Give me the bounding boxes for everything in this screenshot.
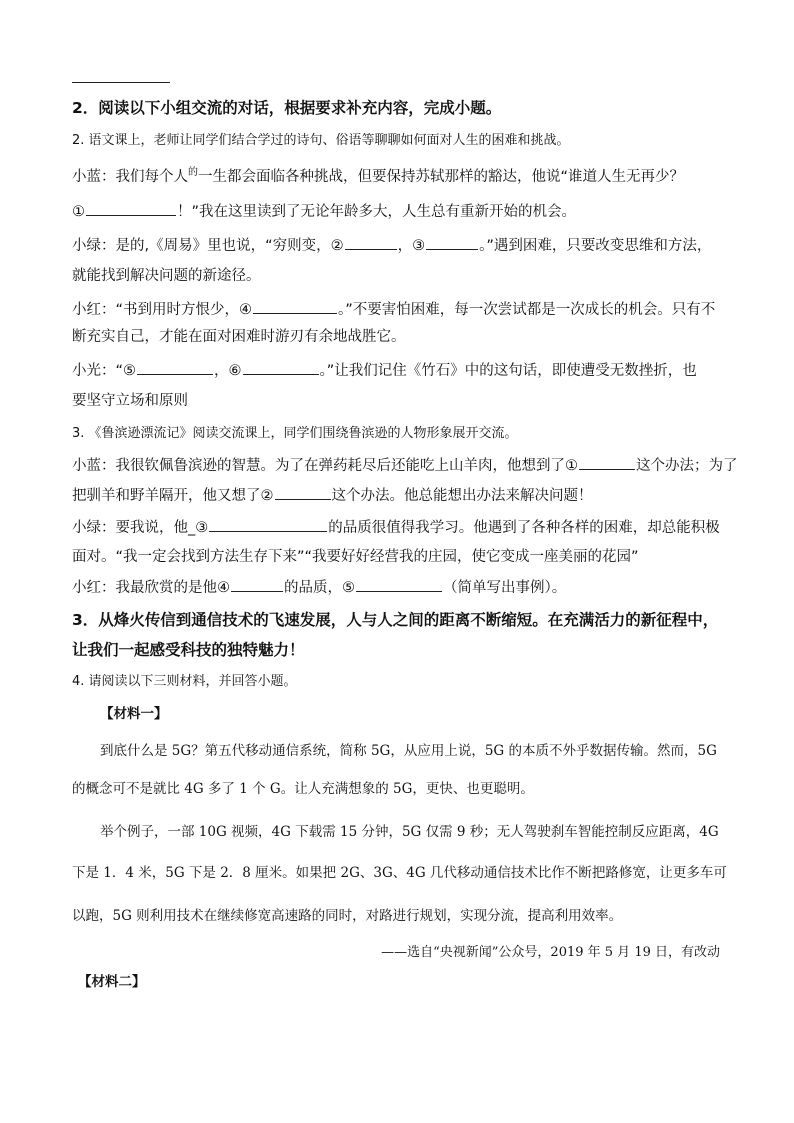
dialog-text: ，③ xyxy=(397,238,426,254)
blank-number: ① xyxy=(72,204,85,220)
answer-blank-r4[interactable] xyxy=(231,578,283,592)
dialog-lv-2: 就能找到解决问题的新途径。 xyxy=(72,268,261,284)
dialog-text: 小蓝：我们每个人 xyxy=(72,169,188,185)
material-2-title: 【材料二】 xyxy=(78,974,146,990)
dialog-text: 把驯羊和野羊隔开，他又想了② xyxy=(72,488,274,504)
material-1-paragraph-2-line-3: 以跑，5G 则利用技术在继续修宽高速路的同时，对路进行规划，实现分流，提高利用效率。 xyxy=(72,908,623,924)
dialog-text: 小红：我最欣赏的是他④ xyxy=(72,580,230,596)
header-rule xyxy=(72,82,170,83)
dialog-lan-3 xyxy=(72,455,738,477)
answer-blank-r3[interactable] xyxy=(209,518,327,532)
dialog-text: 小红：“书到用时方恨少，④ xyxy=(72,302,253,318)
answer-blank-r2[interactable] xyxy=(275,486,331,500)
material-1-paragraph-2-line-2: 下是 1．4 米，5G 下是 2．8 厘米。如果把 2G、3G、4G 几代移动通信技术比作不断把路修宽，让更多车可 xyxy=(72,865,727,881)
sub-question-4-intro: 4. 请阅读以下三则材料，并回答小题。 xyxy=(72,674,297,689)
dialog-text: 这个办法。他总能想出办法来解决问题！ xyxy=(331,488,593,504)
answer-blank-2[interactable] xyxy=(345,236,397,250)
answer-blank-r5[interactable] xyxy=(356,578,442,592)
question-3-heading-line-1: 3．从烽火传信到通信技术的飞速发展，人与人之间的距离不断缩短。在充满活力的新征程中， xyxy=(72,611,719,629)
dialog-text: ！”我在这里读到了无论年龄多大，人生总有重新开始的机会。 xyxy=(177,204,577,220)
answer-blank-4[interactable] xyxy=(253,300,337,314)
dialog-text: （简单写出事例）。 xyxy=(443,580,567,596)
material-1-source: ——选自“央视新闻”公众号，2019 年 5 月 19 日，有改动 xyxy=(381,945,720,960)
material-1-paragraph-2-line-1: 举个例子，一部 10G 视频，4G 下载需 15 分钟，5G 仅需 9 秒；无人驾驶刹车智能控制反应距离，4G xyxy=(100,824,719,840)
dialog-lv-1 xyxy=(72,235,734,257)
dialog-text: 小绿：是的,《周易》里也说，“穷则变，② xyxy=(72,238,344,254)
answer-blank-5[interactable] xyxy=(137,361,213,375)
dialog-hong-2: 断充实自己，才能在面对困难时游刃有余地战胜它。 xyxy=(72,329,406,345)
dialog-text: 。”遇到困难，只要改变思维和方法， xyxy=(479,238,712,254)
dialog-text: 。”让我们记住《竹石》中的这句话，即使遭受无数挫折，也 xyxy=(319,363,697,379)
sub-question-2-intro: 2. 语文课上，老师让同学们结合学过的诗句、俗语等聊聊如何面对人生的困难和挑战。 xyxy=(72,133,570,148)
answer-blank-r1[interactable] xyxy=(579,456,635,470)
dialog-text: 小绿：要我说，他_③ xyxy=(72,520,209,536)
dialog-text: 小光：“⑤ xyxy=(72,363,137,379)
sub-question-3-intro: 3. 《鲁滨逊漂流记》阅读交流课上，同学们围绕鲁滨逊的人物形象展开交流。 xyxy=(72,426,518,441)
material-1-title: 【材料一】 xyxy=(100,706,168,722)
dialog-text: 的品质，⑤ xyxy=(284,580,355,596)
dialog-lv-4: 面对。“我一定会找到方法生存下来”“我要好好经营我的庄园，使它变成一座美丽的花园” xyxy=(72,549,639,565)
dialog-text: 小蓝：我很钦佩鲁滨逊的智慧。为了在弹药耗尽后还能吃上山羊肉，他想到了① xyxy=(72,458,578,474)
dialog-hong-1 xyxy=(72,299,734,321)
dialog-lan-4 xyxy=(72,485,734,507)
handwritten-insert: 的 xyxy=(188,167,198,178)
dialog-text: 。”不要害怕困难，每一次尝试都是一次成长的机会。只有不 xyxy=(338,302,716,318)
dialog-lv-3 xyxy=(72,517,734,539)
answer-blank-3[interactable] xyxy=(426,236,478,250)
dialog-guang-2: 要坚守立场和原则 xyxy=(72,393,188,409)
answer-blank-6[interactable] xyxy=(243,361,319,375)
material-1-paragraph-1-line-2: 的概念可不是就比 4G 多了 1 个 G。让人充满想象的 5G，更快、也更聪明。 xyxy=(72,781,534,797)
dialog-text: 的品质很值得我学习。他遇到了各种各样的困难，却总能积极 xyxy=(328,520,720,536)
dialog-lan-2 xyxy=(72,201,734,223)
dialog-text: 一生都会面临各种挑战，但要保持苏轼那样的豁达，他说“谁道人生无再少？ xyxy=(198,169,685,185)
dialog-hong-3 xyxy=(72,577,734,599)
dialog-text: 这个办法；为了 xyxy=(636,458,738,474)
answer-blank-1[interactable] xyxy=(86,202,176,216)
question-2-heading: 2．阅读以下小组交流的对话，根据要求补充内容，完成小题。 xyxy=(72,99,502,117)
dialog-text: ，⑥ xyxy=(214,363,242,379)
dialog-lan-1 xyxy=(72,166,734,190)
material-1-paragraph-1-line-1: 到底什么是 5G？第五代移动通信系统，简称 5G，从应用上说，5G 的本质不外乎数据传输。然而，5G xyxy=(100,743,717,759)
question-3-heading-line-2: 让我们一起感受科技的独特魅力！ xyxy=(72,641,305,659)
dialog-guang-1 xyxy=(72,360,734,382)
